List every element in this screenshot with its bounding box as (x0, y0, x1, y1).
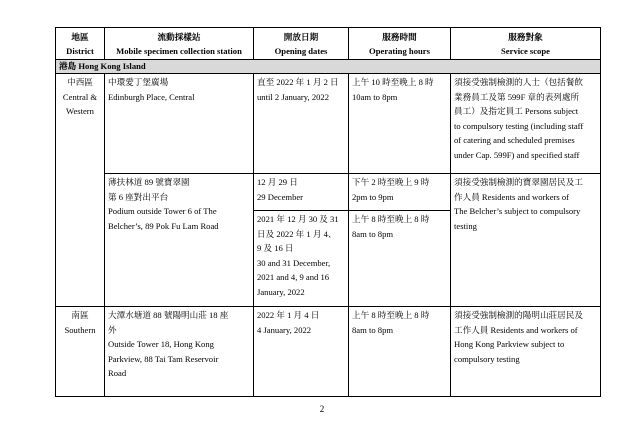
station-cell: 薄扶林道 89 號寶翠園 第 6 座對出平台 Podium outside Tower 6 of The Belcher’s, 89 Pok Fu Lam Road (105, 174, 254, 307)
scope-cell: 須接受強制檢測的寶翠園居民及工 作人員 Residents and workers of The Belcher’s subject to compulsory testing (451, 174, 601, 307)
station-cell: 大潭水塘道 88 號陽明山莊 18 座 外 Outside Tower 18, Hong Kong Parkview, 88 Tai Tam Reservoir Road (105, 307, 254, 397)
table-row (56, 174, 601, 211)
region-row (56, 60, 601, 74)
header-scope: 服務對象 Service scope (451, 28, 601, 60)
hours-cell: 下午 2 時至晚上 9 時 2pm to 9pm (349, 174, 451, 211)
dates-cell: 2021 年 12 月 30 及 31 日及 2022 年 1 月 4、 9 及 16 日 30 and 31 December, 2021 and 4, 9 and 16 January, 2022 (254, 211, 349, 307)
header-district: 地區 District (56, 28, 105, 60)
header-row (56, 28, 601, 60)
hours-cell: 上午 8 時至晚上 8 時 8am to 8pm (349, 307, 451, 397)
dates-cell: 2022 年 1 月 4 日 4 January, 2022 (254, 307, 349, 397)
region-label: 港島 Hong Kong Island (56, 60, 601, 74)
page-number: 2 (319, 404, 325, 414)
header-dates: 開放日期 Opening dates (254, 28, 349, 60)
header-hours: 服務時間 Operating hours (349, 28, 451, 60)
scope-cell: 須接受強制檢測的人士（包括餐飲 業務員工及第 599F 章的表列處所 員工）及指定員工 Persons subject to compulsory testing (including staff of catering and scheduled premises under Cap. 599F) and specified staff (451, 74, 601, 174)
hours-cell: 上午 10 時至晚上 8 時 10am to 8pm (349, 74, 451, 174)
hours-cell: 上午 8 時至晚上 8 時 8am to 8pm (349, 211, 451, 307)
dates-cell: 直至 2022 年 1 月 2 日 until 2 January, 2022 (254, 74, 349, 174)
header-station: 流動採樣站 Mobile specimen collection station (105, 28, 254, 60)
table-row (56, 307, 601, 397)
dates-cell: 12 月 29 日 29 December (254, 174, 349, 211)
district-cell: 中西區 Central & Western (56, 74, 105, 307)
station-cell: 中環愛丁堡廣場 Edinburgh Place, Central (105, 74, 254, 174)
district-cell: 南區 Southern (56, 307, 105, 397)
table-row (56, 74, 601, 174)
testing-station-table (55, 27, 601, 397)
scope-cell: 須接受強制檢測的陽明山莊居民及 工作人員 Residents and workers of Hong Kong Parkview subject to compulsory testing (451, 307, 601, 397)
